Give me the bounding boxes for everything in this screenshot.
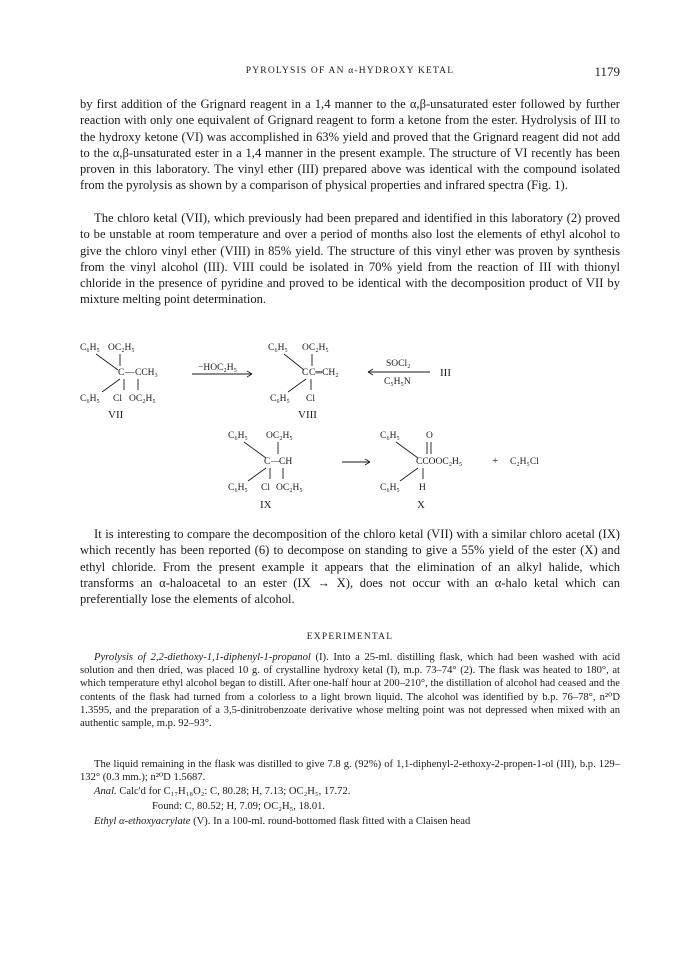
vii-phenyl-bottom: C₆H₅ xyxy=(80,394,100,404)
label-x: X xyxy=(417,499,425,511)
compound-viii xyxy=(268,343,339,421)
ix-ethoxy-top: OC₂H₅ xyxy=(266,431,293,441)
viii-phenyl-bottom: C₆H₅ xyxy=(270,394,290,404)
viii-phenyl-top: C₆H₅ xyxy=(268,343,288,353)
paragraph-3: It is interesting to compare the decomposition of the chloro ketal (VII) with a similar chloro acetal (IX) which recently has been reported (6) to decompose on standing to give a 55% yield of the ester (X) and ethyl chloride. From the present example it appears that the elimination of an alkyl halide, which transforms an α-haloacetal to an ester (IX → X), does not occur with an α-halo ketal which can preferentially lose the elements of alcohol. xyxy=(80,527,620,607)
x-phenyl-top: C₆H₅ xyxy=(380,431,400,441)
ix-carbon: C xyxy=(264,457,271,467)
ethyl-text: (V). In a 100-ml. round-bottomed flask fitted with a Claisen head xyxy=(190,816,471,827)
viii-chlorine: Cl xyxy=(306,394,315,404)
pyrolysis-paragraph xyxy=(80,651,620,730)
vii-carbon: C xyxy=(118,368,125,378)
x-oxygen: O xyxy=(426,431,433,441)
vii-ethoxy-bottom: OC₂H₅ xyxy=(129,394,156,404)
label-vii: VII xyxy=(108,409,124,421)
pyrolysis-text: (I). Into a 25-ml. distilling flask, which had been washed with acid solution and then dried, was placed 10 g. of crystalline hydroxy ketal (I), m.p. 73–74° (2). The flask was heated to 180°, at which temperature ethyl alcohol began to distill. After one-half hour at 200–210°, the distillation of alcohol had ceased and the contents of the flask had turned from a colorless to a light brown liquid. The alcohol was identified by b.p. 76–78°, n²⁰D 1.3595, and the preparation of a 3,5-dinitrobenzoate derivative whose melting point was not depressed when mixed with an authentic sample, m.p. 92–93°. xyxy=(80,652,620,730)
vii-cch3: CCH₃ xyxy=(135,368,158,378)
label-iii: III xyxy=(440,367,451,379)
anal-label: Anal. xyxy=(94,786,117,797)
page-header xyxy=(80,66,620,82)
x-phenyl-bottom: C₆H₅ xyxy=(380,483,400,493)
viii-vinyl: C═CH₂ xyxy=(309,368,339,378)
x-ester: CCOOC₂H₅ xyxy=(416,457,463,467)
viii-ethoxy-top: OC₂H₅ xyxy=(302,343,329,353)
arrow2-reagent-bottom: C₅H₅N xyxy=(384,377,411,387)
compound-x xyxy=(380,431,462,511)
viii-carbon: C xyxy=(302,368,309,378)
ethyl-chloride: C₂H₅Cl xyxy=(510,457,539,467)
vii-bond: — xyxy=(125,368,135,378)
arrow2-reagent-top: SOCl₂ xyxy=(386,359,411,369)
plus-sign: + xyxy=(492,455,499,467)
label-viii: VIII xyxy=(298,409,317,421)
anal-text: Calc'd for C₁₇H₁₈O₂: C, 80.28; H, 7.13; OC₂H₅, 17.72. xyxy=(116,786,351,797)
ethyl-title: Ethyl α-ethoxyacrylate xyxy=(94,816,191,827)
ix-phenyl-top: C₆H₅ xyxy=(228,431,248,441)
ix-phenyl-bottom: C₆H₅ xyxy=(228,483,248,493)
vii-chlorine: Cl xyxy=(113,394,122,404)
compound-vii xyxy=(80,343,158,421)
arrow1-reagent: −HOC₂H₅ xyxy=(198,363,237,373)
paragraph-1: by first addition of the Grignard reagent in a 1,4 manner to the α,β-unsaturated ester followed by further reaction with only one equivalent of Grignard reagent to form a ketone from the ester. Hydrolysis of III to the hydroxy ketone (VI) was accomplished in 63% yield and proved that the Grignard reagent did not add to the α,β-unsaturated ester in a 1,4 manner in the present example. The structure of VI recently has been proven in this laboratory. The vinyl ether (III) prepared above was identical with the compound isolated from the pyrolysis as shown by a comparison of physical properties and infrared spectra (Fig. 1). xyxy=(80,97,620,193)
vii-ethoxy-top: OC₂H₅ xyxy=(108,343,135,353)
running-head: PYROLYSIS OF AN α-HYDROXY KETAL xyxy=(245,66,455,76)
label-ix: IX xyxy=(260,499,272,511)
vii-phenyl-top: C₆H₅ xyxy=(80,343,100,353)
reaction-scheme xyxy=(80,340,620,520)
paragraph-2: The chloro ketal (VII), which previously had been prepared and identified in this laboratory (2) proved to be unstable at room temperature and over a period of months also lost the elements of ethyl alcohol to give the chloro vinyl ether (VIII) in 85% yield. The structure of this vinyl ether was proven by synthesis from the vinyl alcohol (III). VIII could be isolated in 70% yield from the reaction of III with thionyl chloride in the presence of pyridine and proved to be identical with the decomposition product of VII by mixture melting point determination. xyxy=(80,211,620,307)
ix-chlorine: Cl xyxy=(261,483,270,493)
pyrolysis-title: Pyrolysis of 2,2-diethoxy-1,1-diphenyl-1-propanol xyxy=(94,652,311,663)
found-line: Found: C, 80.52; H, 7.09; OC₂H₅, 18.01. xyxy=(152,801,326,812)
ethyl-paragraph xyxy=(80,815,620,828)
page-number: 1179 xyxy=(594,64,620,79)
ix-ethoxy-bottom: OC₂H₅ xyxy=(276,483,303,493)
ix-bond: — xyxy=(271,457,281,467)
section-heading-experimental: EXPERIMENTAL xyxy=(306,632,394,642)
x-hydrogen: H xyxy=(419,483,426,493)
ix-ch: CH xyxy=(279,457,293,467)
liquid-paragraph: The liquid remaining in the flask was distilled to give 7.8 g. (92%) of 1,1-diphenyl-2-ethoxy-2-propen-1-ol (III), b.p. 129–132° (0.3 mm.); n²⁰D 1.5687. xyxy=(80,759,620,784)
analysis-line xyxy=(80,785,620,798)
compound-ix xyxy=(228,431,303,511)
